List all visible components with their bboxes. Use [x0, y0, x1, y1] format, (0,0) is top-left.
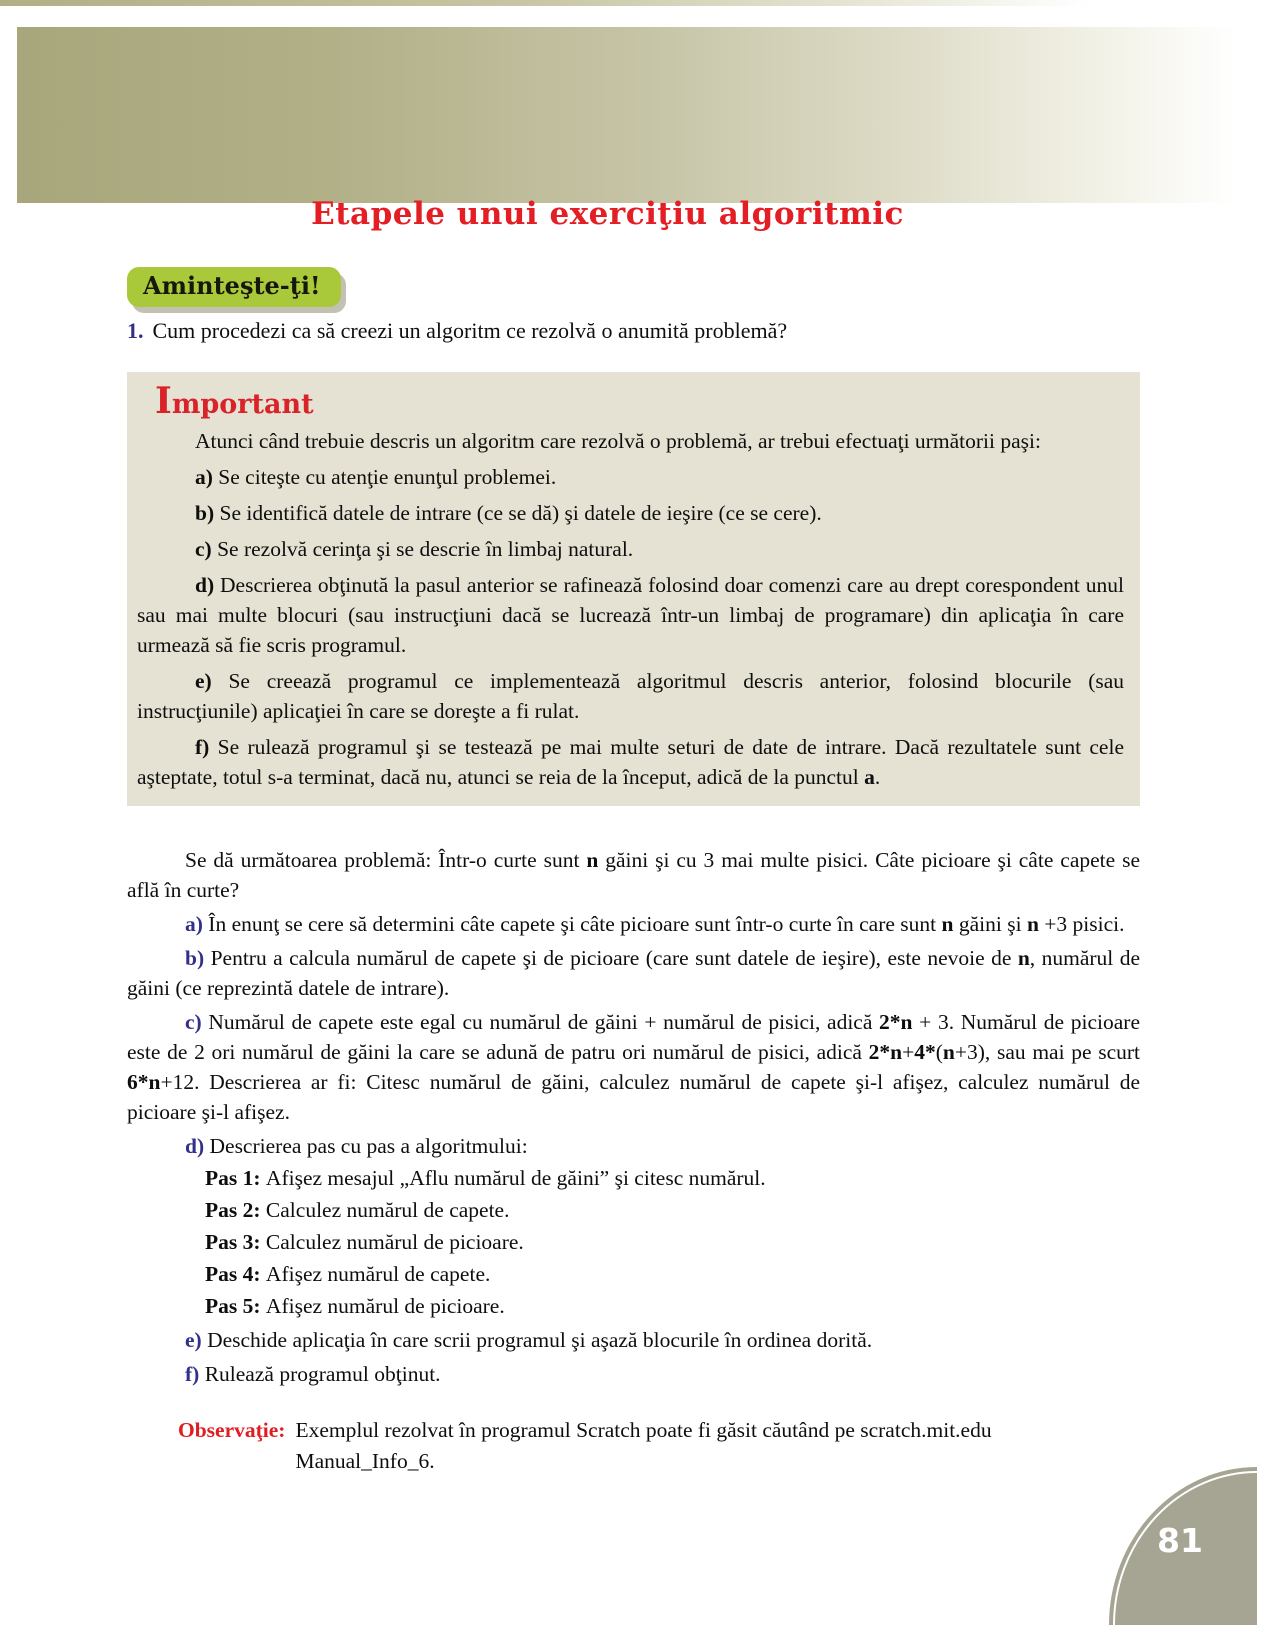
- item-label: c): [185, 1010, 209, 1034]
- item-label: e): [195, 669, 229, 693]
- text: Descrierea pas cu pas a algoritmului:: [209, 1134, 528, 1158]
- list-item-b: [127, 943, 1140, 1003]
- step-item: [205, 1195, 1140, 1225]
- step-label: Pas 3:: [205, 1230, 266, 1254]
- text: (: [935, 1040, 943, 1064]
- bold-text: 4*: [914, 1040, 936, 1064]
- list-item-a: [137, 462, 1124, 492]
- item-label: f): [185, 1362, 205, 1386]
- item-label: d): [185, 1134, 210, 1158]
- important-items: [137, 462, 1124, 792]
- step-label: Pas 2:: [205, 1198, 266, 1222]
- page-number: 81: [1157, 1521, 1203, 1560]
- text: Se rezolvă cerinţa şi se descrie în limbaj natural.: [217, 537, 634, 561]
- text-line: Manual_Info_6.: [295, 1449, 435, 1473]
- text: găini şi cu 3 mai multe pisici. Câte picioare şi câte capete se află în curte?: [127, 848, 1140, 902]
- page-corner: [1107, 1465, 1257, 1625]
- step-text: Afişez numărul de picioare.: [265, 1294, 505, 1318]
- bold-text: a: [864, 765, 875, 789]
- text: Se citeşte cu atenţie enunţul problemei.: [218, 465, 557, 489]
- bold-text: n: [1026, 912, 1039, 936]
- text: Se creează programul ce implementează algoritmul descris anterior, folosind blocurile (sau instrucţiunile) aplicaţiei în care se doreşte a fi rulat.: [137, 669, 1125, 723]
- top-strip-decoration: [0, 0, 1135, 6]
- list-item-b: [137, 498, 1124, 528]
- text: Numărul de capete este egal cu numărul de găini + numărul de pisici, adică: [208, 1010, 880, 1034]
- text-line: Exemplul rezolvat în programul Scratch poate fi găsit căutând pe scratch.mit.edu: [295, 1418, 992, 1442]
- text: +3 pisici.: [1038, 912, 1125, 936]
- list-item-f: [137, 732, 1124, 792]
- step-label: Pas 5:: [205, 1294, 266, 1318]
- important-heading: Important: [155, 380, 314, 422]
- item-label: f): [195, 735, 218, 759]
- item-label: b): [185, 946, 211, 970]
- text: Rulează programul obţinut.: [204, 1362, 441, 1386]
- item-label: b): [195, 501, 220, 525]
- list-item-f: [127, 1359, 1140, 1389]
- item-label: c): [195, 537, 218, 561]
- text: +: [902, 1040, 915, 1064]
- question-text: Cum procedezi ca să creezi un algoritm ce rezolvă o anumită problemă?: [152, 318, 788, 343]
- observation-text: [295, 1415, 1130, 1477]
- remember-badge: [127, 267, 341, 307]
- text: +3), sau mai pe scurt: [954, 1040, 1140, 1064]
- list-item-c: [127, 1007, 1140, 1127]
- list-item-e: [127, 1325, 1140, 1355]
- bold-text: 2*n: [879, 1010, 913, 1034]
- text: Pentru a calcula numărul de capete şi de picioare (care sunt datele de ieşire), este nevoie de: [210, 946, 1018, 970]
- important-box: [127, 372, 1140, 806]
- bold-text: n: [1017, 946, 1030, 970]
- text: Se dă următoarea problemă: Într-o curte sunt: [185, 848, 587, 872]
- step-item: [205, 1227, 1140, 1257]
- step-text: Calculez numărul de capete.: [265, 1198, 510, 1222]
- list-item-c: [137, 534, 1124, 564]
- list-item-d: [137, 570, 1124, 660]
- text: găini şi: [953, 912, 1027, 936]
- step-item: [205, 1259, 1140, 1289]
- step-label: Pas 4:: [205, 1262, 266, 1286]
- step-item: [205, 1163, 1140, 1193]
- solution-items: [127, 909, 1140, 1389]
- text: Se identifică datele de intrare (ce se dă) şi datele de ieşire (ce se cere).: [219, 501, 822, 525]
- step-text: Afişez mesajul „Aflu numărul de găini” şi citesc numărul.: [265, 1166, 766, 1190]
- bold-text: n: [941, 912, 954, 936]
- remember-badge-label: Aminteşte-ţi!: [143, 271, 321, 300]
- item-label: a): [195, 465, 219, 489]
- text: Se rulează programul şi se testează pe mai multe seturi de date de intrare. Dacă rezultatele sunt cele aşteptate, totul s-a terminat, dacă nu, atunci se reia de la început, adică de la punctul: [137, 735, 1124, 789]
- text: +12. Descrierea ar fi: Citesc numărul de găini, calculez numărul de capete şi-l afişez, calculez numărul de picioare şi-l afişez.: [127, 1070, 1140, 1124]
- step-text: Afişez numărul de capete.: [265, 1262, 491, 1286]
- bold-text: n: [586, 848, 599, 872]
- list-item-e: [137, 666, 1124, 726]
- text: .: [874, 765, 881, 789]
- list-item-d: [127, 1131, 1140, 1161]
- text: + 3. Numărul de picioare este de 2 ori numărul de găini la care se adună de patru ori numărul de pisici, adică: [127, 1010, 1140, 1064]
- list-item-a: [127, 909, 1140, 939]
- item-label: d): [195, 573, 221, 597]
- page-title: Etapele unui exerciţiu algoritmic: [311, 196, 904, 232]
- step-text: Calculez numărul de picioare.: [265, 1230, 524, 1254]
- item-label: e): [185, 1328, 208, 1352]
- text: În enunţ se cere să determini câte capete şi câte picioare sunt într-o curte în care sunt: [208, 912, 942, 936]
- bold-text: 2*n: [868, 1040, 903, 1064]
- observation: [127, 1415, 1140, 1477]
- text: , numărul de găini (ce reprezintă datele de intrare).: [127, 946, 1140, 1000]
- item-label: a): [185, 912, 209, 936]
- header-band: [17, 27, 1275, 203]
- remember-question: [127, 316, 787, 346]
- question-number: 1.: [127, 318, 144, 343]
- text: Descrierea obţinută la pasul anterior se rafinează folosind doar comenzi care au drept corespondent unul sau mai multe blocuri (sau instrucţiuni dacă se lucrează într-un limbaj de programare) din aplicaţia în care urmează să fie scris programul.: [137, 573, 1125, 657]
- problem-statement: [127, 845, 1140, 905]
- main-content: [127, 845, 1140, 1477]
- step-item: [205, 1291, 1140, 1321]
- step-label: Pas 1:: [205, 1166, 266, 1190]
- important-intro: Atunci când trebuie descris un algoritm care rezolvă o problemă, ar trebui efectuaţi următorii paşi:: [195, 429, 1041, 453]
- observation-label: Observaţie:: [178, 1418, 286, 1442]
- bold-text: n: [942, 1040, 955, 1064]
- bold-text: 6*n: [127, 1070, 161, 1094]
- text: Deschide aplicaţia în care scrii programul şi aşază blocurile în ordinea dorită.: [207, 1328, 873, 1352]
